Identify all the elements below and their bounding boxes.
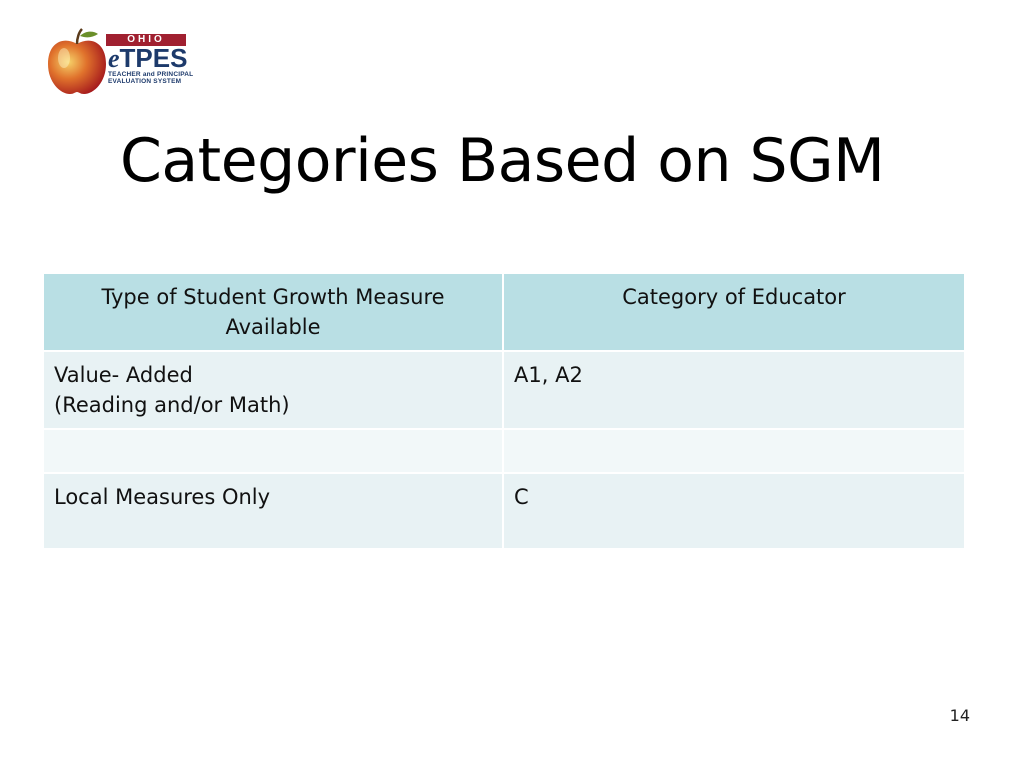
table-row — [43, 351, 965, 429]
header-educator-category: Category of Educator — [503, 273, 965, 351]
table-row — [43, 429, 965, 473]
page-number: 14 — [949, 706, 970, 725]
slide-title: Categories Based on SGM — [120, 126, 885, 196]
cell-measure-type — [43, 429, 503, 473]
cell-measure-type — [43, 351, 503, 429]
cell-measure-type: Local Measures Only — [43, 473, 503, 549]
logo-etpes — [108, 45, 187, 71]
logo-subtitle — [108, 71, 198, 85]
cell-measure-type-line1: Value- Added — [54, 363, 193, 387]
ohio-etpes-logo — [44, 26, 196, 96]
logo-wordmark — [106, 34, 196, 94]
categories-table — [42, 272, 966, 550]
table-row — [43, 473, 965, 549]
cell-category: C — [503, 473, 965, 549]
cell-category — [503, 429, 965, 473]
logo-ohio-label: OHIO — [106, 34, 186, 46]
logo-subtitle-line2: EVALUATION SYSTEM — [108, 78, 182, 85]
logo-tpes: TPES — [119, 43, 188, 73]
logo-subtitle-line1: TEACHER and PRINCIPAL — [108, 71, 194, 78]
header-growth-measure-type: Type of Student Growth Measure Available — [43, 273, 503, 351]
cell-category: A1, A2 — [503, 351, 965, 429]
apple-icon — [44, 26, 110, 96]
logo-e: e — [108, 44, 120, 73]
cell-measure-type-line2: (Reading and/or Math) — [54, 393, 290, 417]
table-header-row — [43, 273, 965, 351]
